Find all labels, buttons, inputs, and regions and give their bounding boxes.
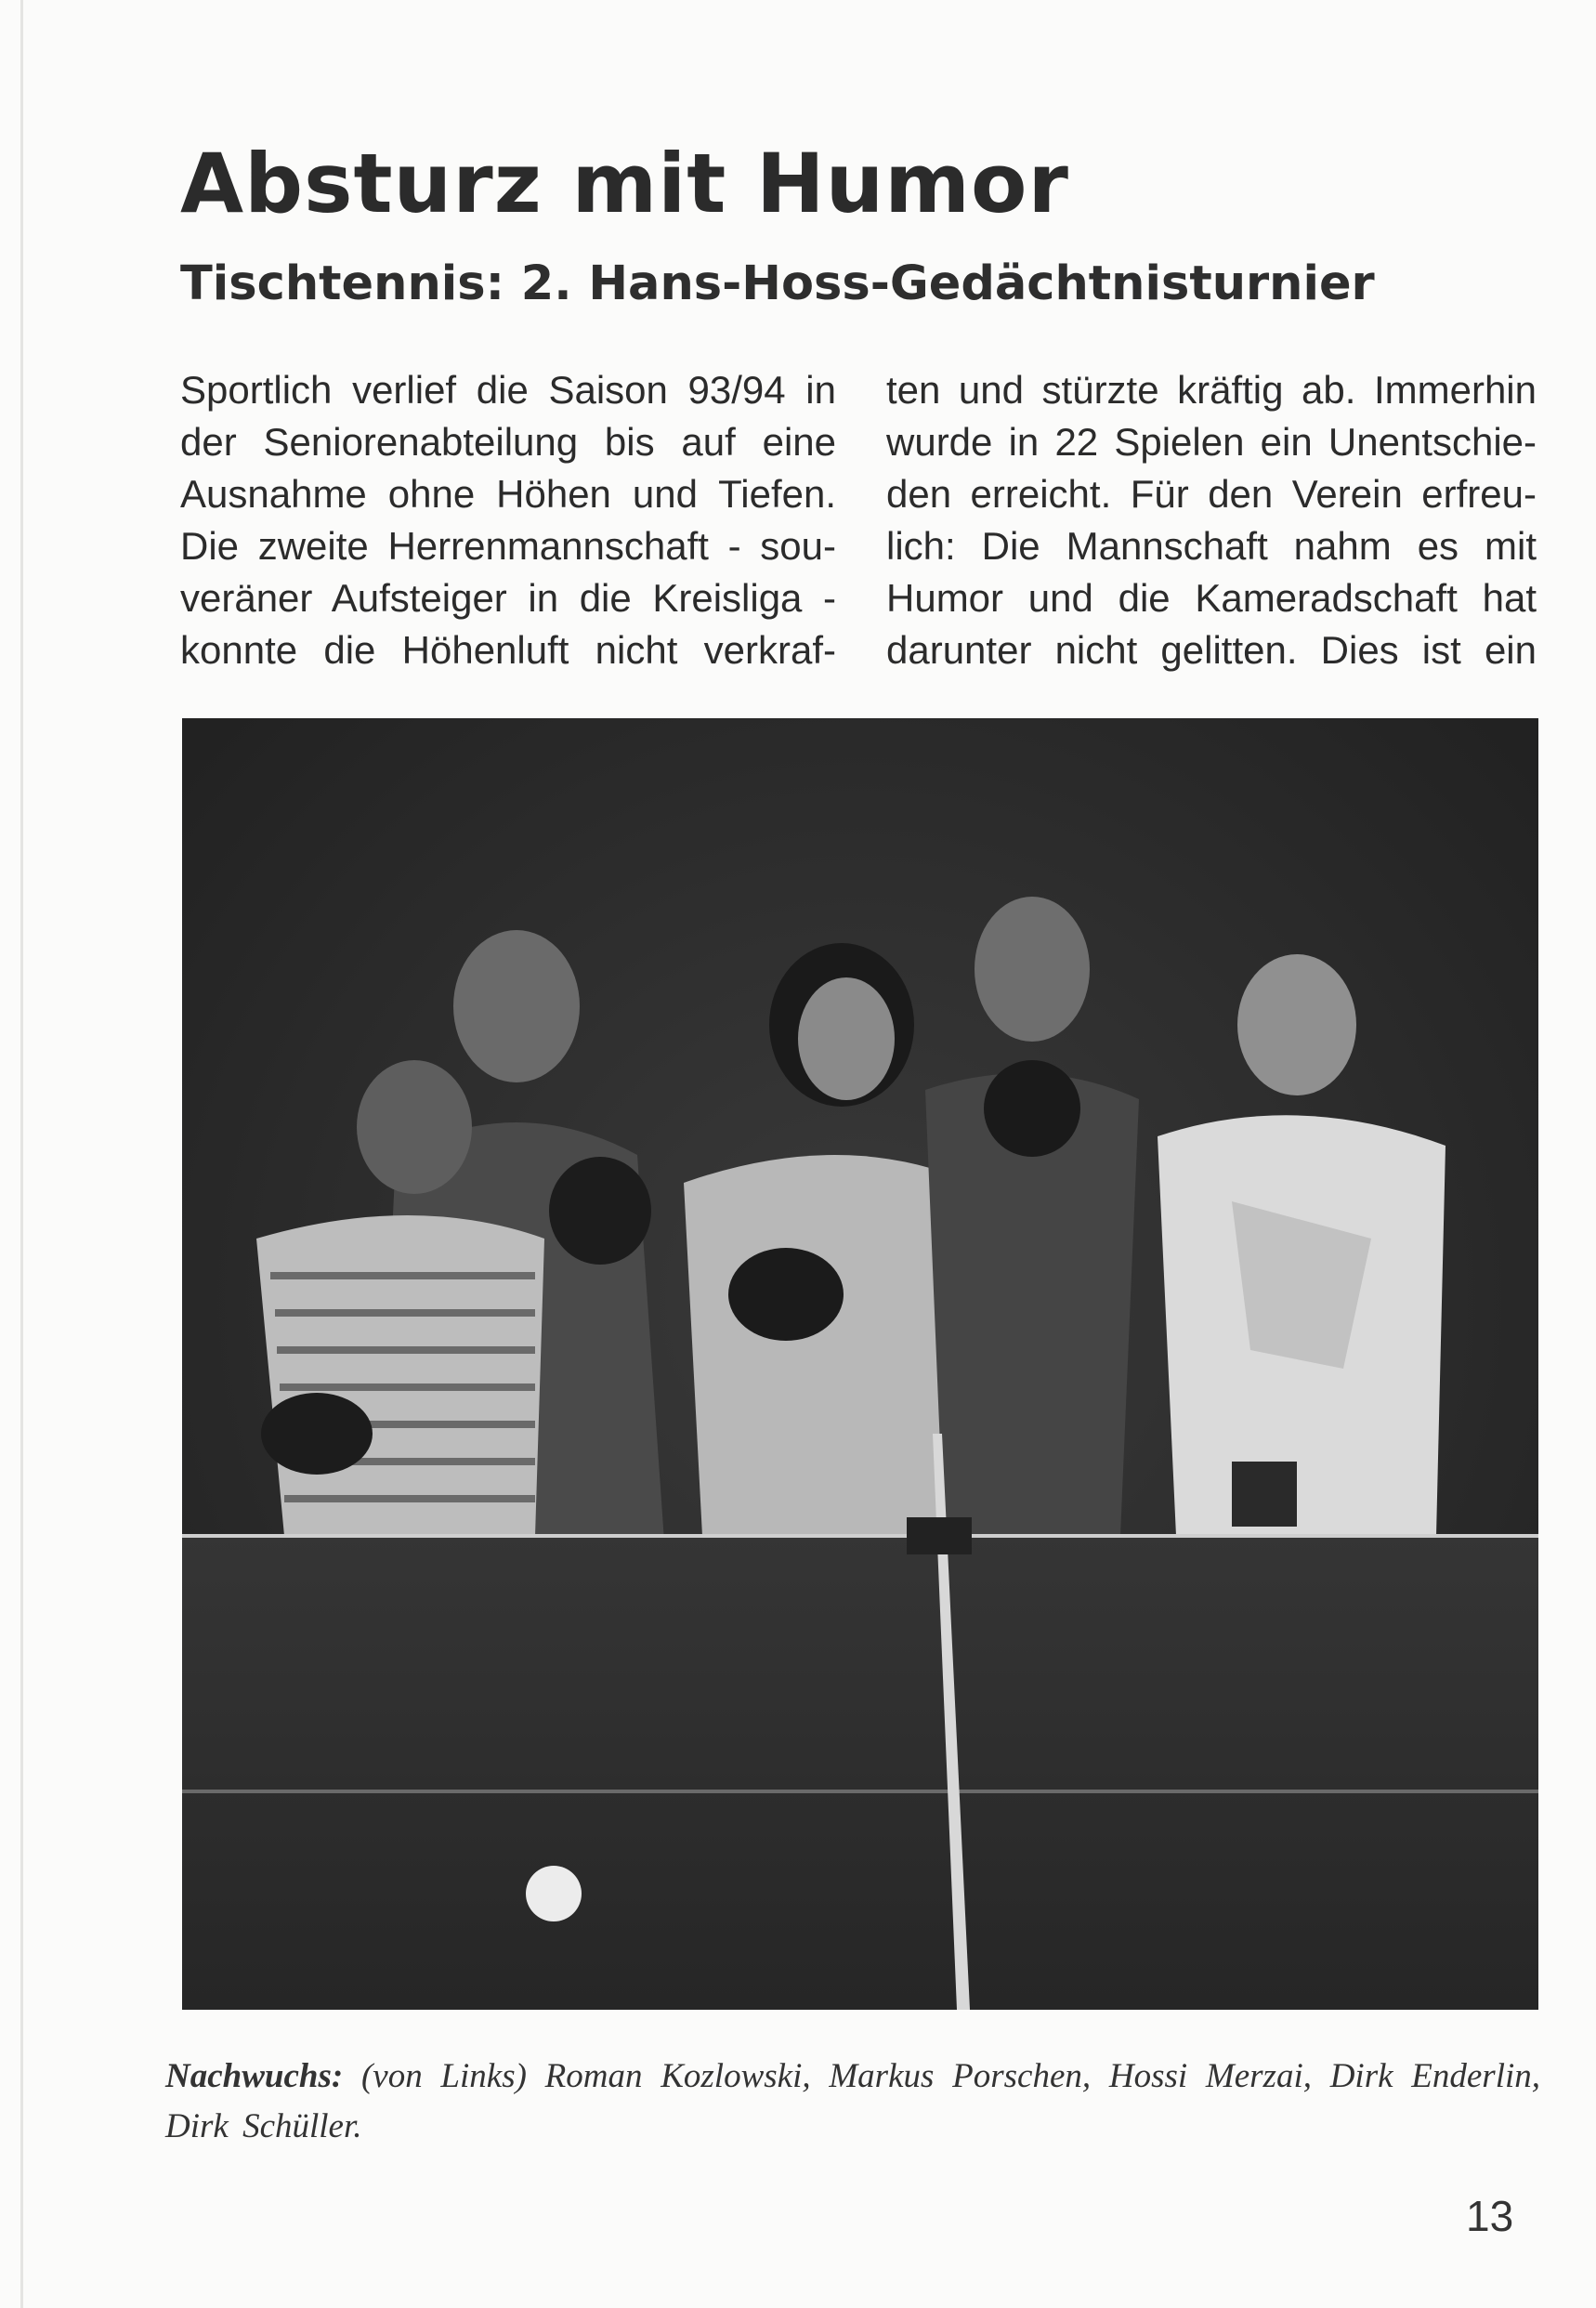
- caption-text: (von Links) Roman Kozlowski, Markus Porschen, Hossi Merzai, Dirk Enderlin, Dirk Schüller.: [165, 2057, 1541, 2145]
- article-column-right: [886, 364, 1537, 676]
- article-headline: Absturz mit Humor: [180, 136, 1069, 231]
- text-line: Humor und die Kameradschaft hat: [886, 576, 1537, 620]
- text-line: Die zweite Herrenmannschaft - sou-: [180, 524, 836, 568]
- page-number: 13: [1466, 2192, 1514, 2240]
- text-line: den erreicht. Für den Verein erfreu-: [886, 472, 1537, 516]
- ball-icon: [526, 1866, 582, 1921]
- text-line: veräner Aufsteiger in die Kreisliga -: [180, 576, 836, 620]
- text-line: wurde in 22 Spielen ein Unentschie-: [886, 420, 1537, 464]
- text-line: der Seniorenabteilung bis auf eine: [180, 420, 836, 464]
- page-edge: [20, 0, 23, 2308]
- text-line: darunter nicht gelitten. Dies ist ein: [886, 628, 1537, 672]
- text-line: ten und stürzte kräftig ab. Immerhin: [886, 368, 1537, 412]
- text-line: Ausnahme ohne Höhen und Tiefen.: [180, 472, 836, 516]
- article-subheadline: Tischtennis: 2. Hans-Hoss-Gedächtnisturnier: [180, 256, 1375, 311]
- caption-lead: Nachwuchs:: [165, 2057, 344, 2095]
- team-photo: [182, 718, 1538, 2010]
- team-photo-illustration: [182, 718, 1538, 2010]
- text-line: konnte die Höhenluft nicht verkraf-: [180, 628, 836, 672]
- article-column-left: [180, 364, 836, 676]
- photo-caption: [165, 2052, 1540, 2152]
- text-line: lich: Die Mannschaft nahm es mit: [886, 524, 1537, 568]
- text-line: Sportlich verlief die Saison 93/94 in: [180, 368, 836, 412]
